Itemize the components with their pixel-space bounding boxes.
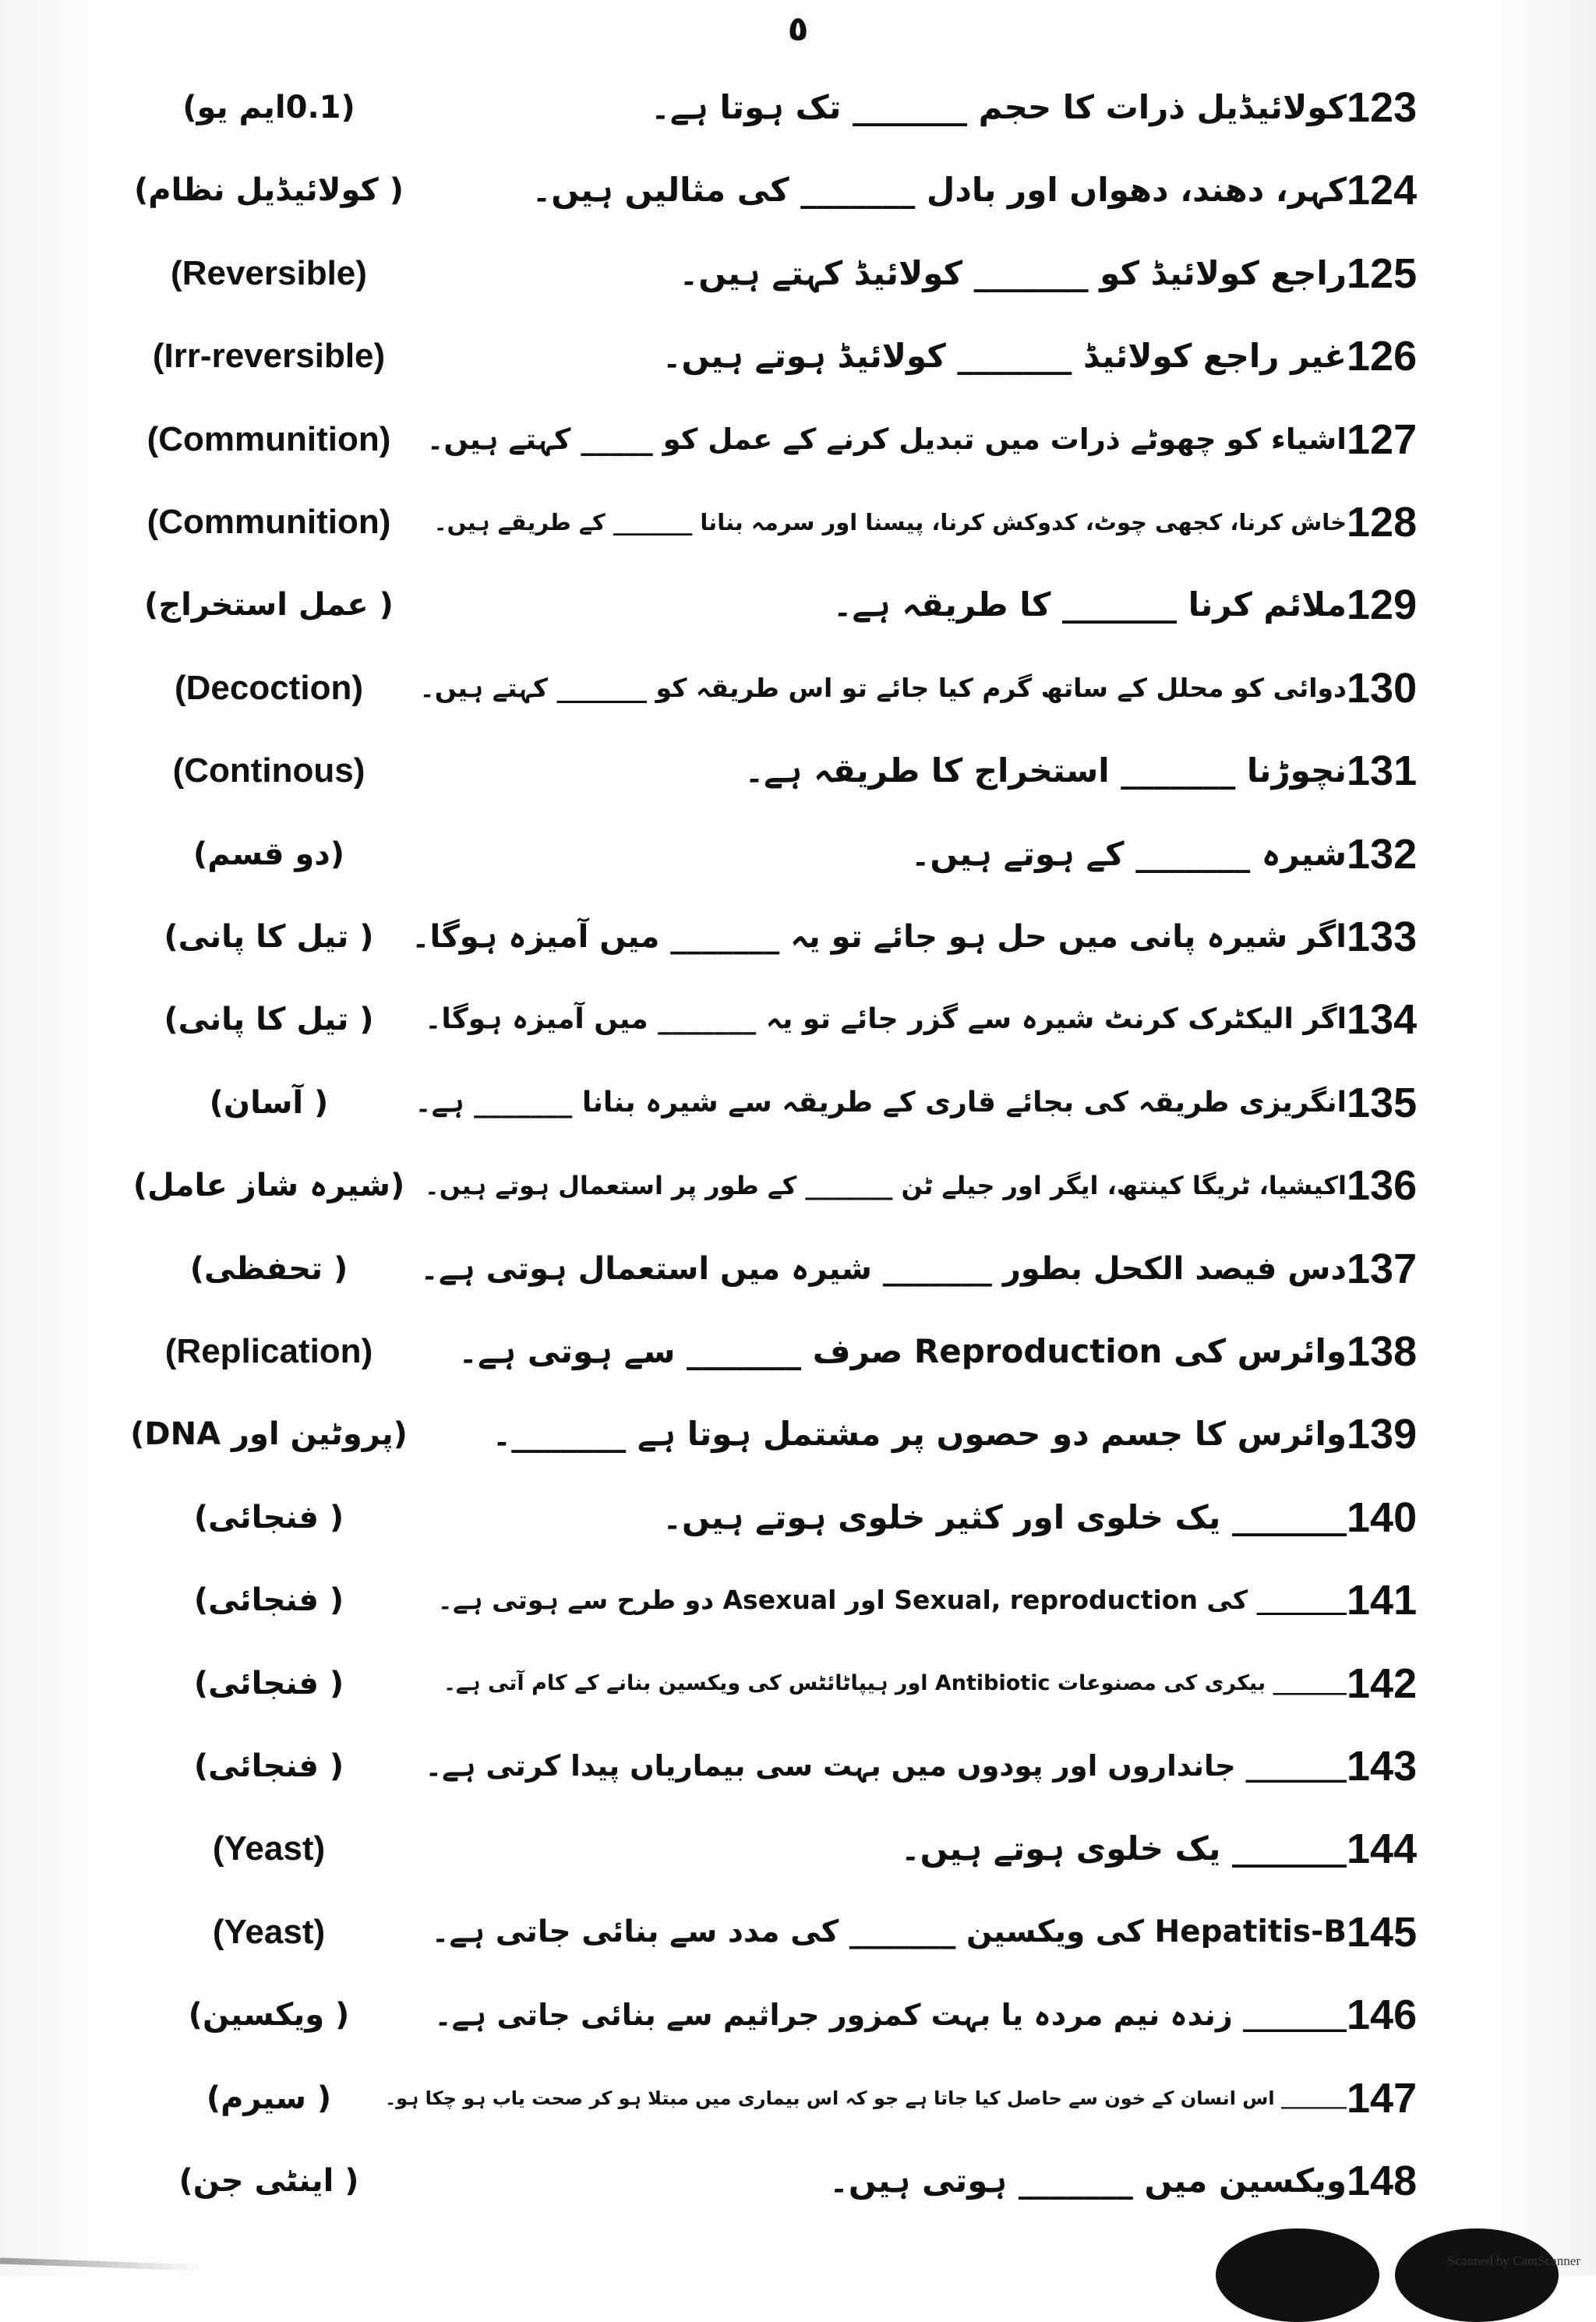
question-number: 123 [1347, 84, 1418, 131]
question-text: دوائی کو محلل کے ساتھ گرم کیا جائے تو اس طریقہ کو _______ کہتے ہیں۔ [419, 672, 1347, 703]
question-answer: ( تیل کا پانی) [164, 919, 374, 955]
question-number: 145 [1347, 1908, 1418, 1956]
question-number: 142 [1347, 1659, 1418, 1707]
scanner-watermark: Scanned by CamScanner [1448, 2253, 1580, 2268]
question-number: 141 [1347, 1577, 1418, 1624]
question-row [0, 732, 1596, 810]
question-row [0, 483, 1596, 561]
question-answer: (0.1ایم یو) [182, 90, 355, 125]
question-number: 135 [1347, 1079, 1418, 1126]
question-row [0, 1313, 1596, 1391]
question-text: اگر الیکٹرک کرنٹ شیرہ سے گزر جائے تو یہ _______ میں آمیزہ ہوگا۔ [425, 1003, 1347, 1036]
question-text: ویکسین میں _______ ہوتی ہیں۔ [829, 2161, 1347, 2200]
question-answer: (پروٹین اور DNA) [130, 1416, 408, 1453]
question-number: 124 [1347, 167, 1418, 214]
question-text: کولائیڈیل ذرات کا حجم _______ تک ہوتا ہے۔ [651, 88, 1347, 126]
question-answer: (Yeast) [212, 1829, 326, 1868]
question-number: 125 [1347, 249, 1418, 297]
question-number: 137 [1347, 1245, 1418, 1292]
question-answer: (Decoction) [175, 668, 363, 707]
question-text: وائرس کا جسم دو حصوں پر مشتمل ہوتا ہے _______۔ [492, 1415, 1347, 1454]
scan-footer [0, 2228, 1596, 2275]
page-number: ٥ [787, 9, 809, 49]
question-number: 127 [1347, 415, 1418, 463]
question-row [0, 401, 1596, 479]
question-text: _______ زندہ نیم مردہ یا بہت کمزور جراثیم سے بنائی جاتی ہے۔ [434, 1998, 1347, 2033]
question-row [0, 981, 1596, 1059]
question-number: 133 [1347, 914, 1418, 960]
question-row [0, 566, 1596, 644]
question-answer: ( فنجائی) [193, 1665, 344, 1702]
question-number: 138 [1347, 1328, 1418, 1375]
question-text: وائرس کی Reproduction صرف _______ سے ہوتی ہے۔ [458, 1332, 1347, 1370]
question-answer: ( فنجائی) [193, 1748, 344, 1784]
question-row [0, 898, 1596, 976]
question-text: کہر، دھند، دھواں اور بادل _______ کی مثالیں ہیں۔ [531, 171, 1347, 210]
question-text: نچوڑنا _______ استخراج کا طریقہ ہے۔ [744, 751, 1347, 790]
question-row [0, 1064, 1596, 1142]
question-row [0, 1147, 1596, 1225]
question-answer: ( اینٹی جن) [178, 2163, 359, 2199]
question-answer: (Reversible) [171, 253, 367, 292]
question-text: راجع کولائیڈ کو _______ کولائیڈ کہتے ہیں۔ [679, 253, 1347, 292]
question-text: اشیاء کو چھوٹے ذرات میں تبدیل کرنے کے عمل کو _____ کہتے ہیں۔ [426, 422, 1347, 456]
question-row [0, 2142, 1596, 2220]
question-number: 128 [1347, 499, 1418, 546]
question-text: _______ یک خلوی ہوتے ہیں۔ [901, 1829, 1347, 1868]
question-row [0, 1395, 1596, 1473]
question-text: اکیشیا، ٹریگا کینتھ، ایگر اور جیلے ٹن _______ کے طور پر استعمال ہوتے ہیں۔ [424, 1171, 1347, 1201]
question-text: خاش کرنا، کجھی چوٹ، کدوکش کرنا، پیسنا اور سرمہ بنانا _______ کے طریقے ہیں۔ [433, 509, 1347, 535]
question-answer: ( فنجائی) [193, 1582, 344, 1619]
question-row [0, 1479, 1596, 1557]
question-text: غیر راجع کولائیڈ _______ کولائیڈ ہوتے ہیں۔ [662, 337, 1347, 376]
binding-hole-shadow [1395, 2228, 1559, 2322]
question-text: _______ اس انسان کے خون سے حاصل کیا جاتا ہے جو کہ اس بیماری میں مبتلا ہو کر صحت یاب ہو چکا ہو۔ [385, 2087, 1347, 2109]
question-text: _______ جانداروں اور پودوں میں بہت سی بیماریاں پیدا کرتی ہے۔ [425, 1749, 1347, 1783]
question-number: 146 [1347, 1992, 1418, 2039]
question-answer: ( عمل استخراج) [144, 587, 394, 624]
question-row [0, 649, 1596, 727]
question-answer: ( ویکسین) [188, 1997, 350, 2034]
question-text: اگر شیرہ پانی میں حل ہو جائے تو یہ _______ میں آمیزہ ہوگا۔ [411, 919, 1347, 955]
question-number: 131 [1347, 747, 1418, 795]
question-text: _______ کی Sexual, reproduction اور Asexual دو طرح سے ہوتی ہے۔ [437, 1585, 1347, 1616]
question-answer: ( آسان) [209, 1084, 329, 1121]
question-text: ملائم کرنا _______ کا طریقہ ہے۔ [832, 585, 1347, 624]
question-number: 147 [1347, 2074, 1418, 2122]
scan-streak [0, 2257, 203, 2271]
question-number: 139 [1347, 1411, 1418, 1458]
question-number: 148 [1347, 2158, 1418, 2204]
question-answer: (Communition) [147, 503, 391, 541]
question-row [0, 1561, 1596, 1639]
question-answer: (شیرہ شاز عامل) [132, 1168, 405, 1204]
question-row [0, 317, 1596, 395]
question-answer: ( فنجائی) [193, 1499, 344, 1536]
question-answer: ( تحفظی) [189, 1250, 348, 1287]
question-number: 144 [1347, 1825, 1418, 1873]
question-text: _______ بیکری کی مصنوعات Antibiotic اور ہیپاٹائٹس کی ویکسین بنانے کے کام آتی ہے۔ [443, 1670, 1347, 1695]
question-answer: (Continous) [172, 751, 365, 790]
question-answer: ( سیرم) [206, 2080, 332, 2116]
question-answer: (Irr-reversible) [152, 337, 386, 376]
question-row [0, 235, 1596, 313]
question-text: انگریزی طریقہ کی بجائے قاری کے طریقہ سے شیرہ بنانا _______ ہے۔ [415, 1086, 1347, 1119]
question-row [0, 1645, 1596, 1723]
question-row [0, 1230, 1596, 1308]
question-row [0, 151, 1596, 229]
question-row [0, 69, 1596, 147]
question-answer: (Communition) [147, 419, 391, 458]
question-row [0, 815, 1596, 893]
question-text: _______ یک خلوی اور کثیر خلوی ہوتے ہیں۔ [662, 1497, 1347, 1536]
question-number: 129 [1347, 581, 1418, 629]
question-number: 130 [1347, 664, 1418, 712]
question-number: 132 [1347, 830, 1418, 878]
question-answer: (دو قسم) [192, 836, 345, 872]
question-number: 136 [1347, 1162, 1418, 1210]
question-row [0, 1893, 1596, 1971]
question-number: 140 [1347, 1493, 1418, 1541]
question-answer: ( کولائیڈیل نظام) [133, 172, 404, 209]
question-answer: (Yeast) [212, 1912, 326, 1951]
question-row [0, 1810, 1596, 1888]
question-text: شیرہ _______ کے ہوتے ہیں۔ [910, 834, 1347, 873]
question-number: 143 [1347, 1743, 1418, 1790]
question-row [0, 1976, 1596, 2054]
question-text: Hepatitis-B کی ویکسین _______ کی مدد سے بنائی جاتی ہے۔ [431, 1914, 1347, 1949]
question-answer: ( تیل کا پانی) [164, 1002, 374, 1038]
binding-hole-shadow [1216, 2228, 1379, 2322]
question-row [0, 1727, 1596, 1805]
question-text: دس فیصد الکحل بطور _______ شیرہ میں استعمال ہوتی ہے۔ [420, 1250, 1347, 1287]
question-number: 126 [1347, 333, 1418, 380]
question-number: 134 [1347, 996, 1418, 1044]
question-row [0, 2059, 1596, 2137]
question-answer: (Replication) [164, 1332, 373, 1370]
